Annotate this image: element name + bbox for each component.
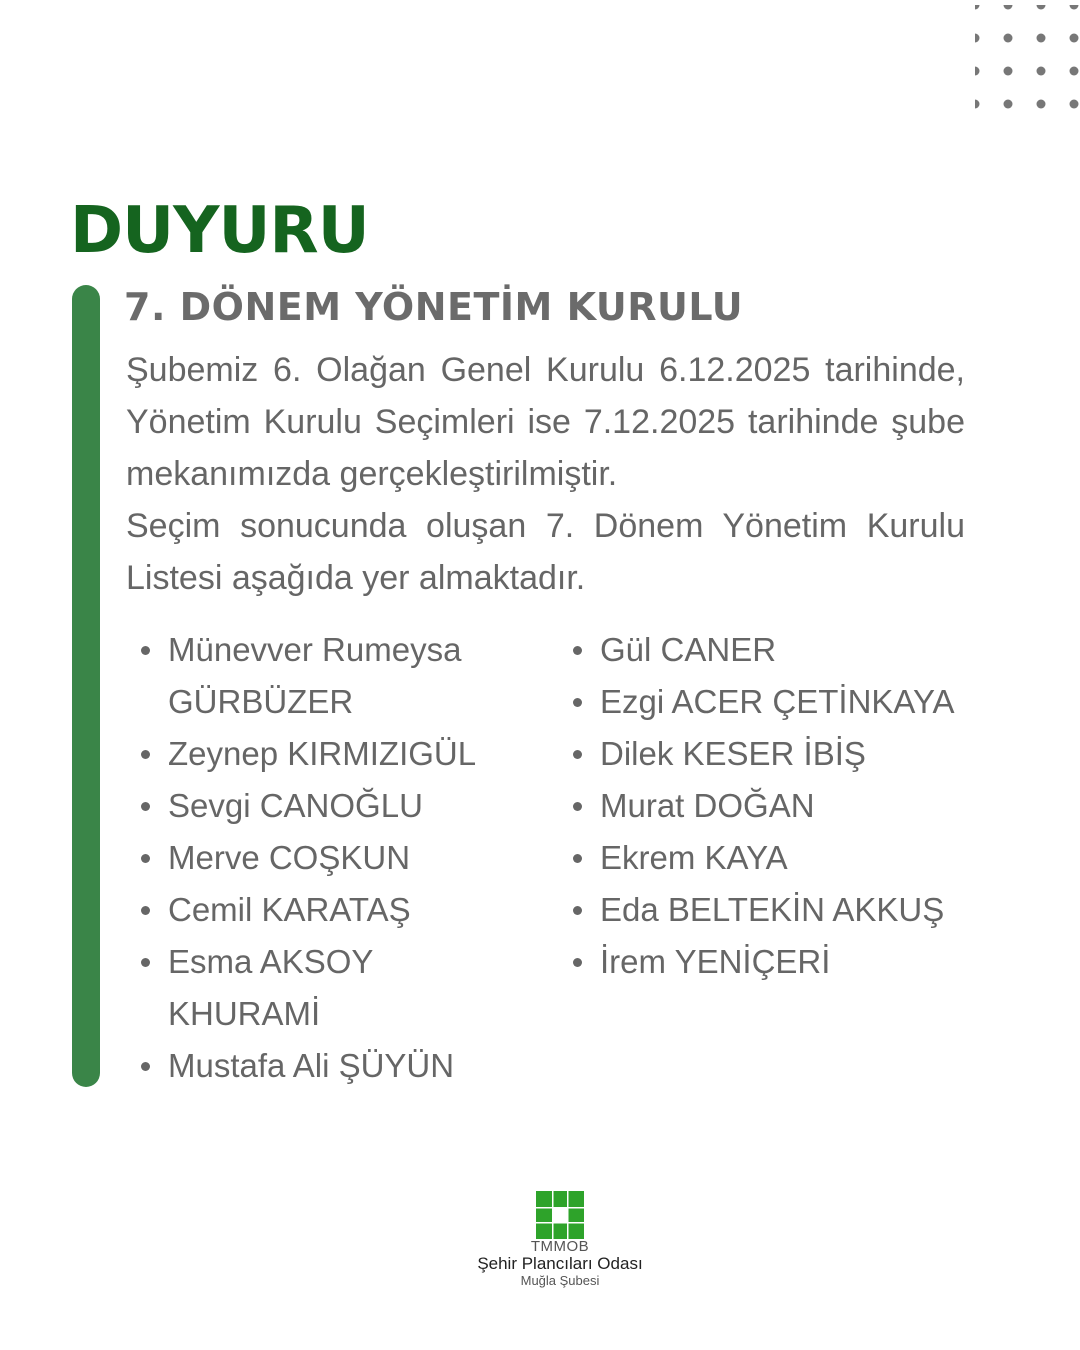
member-name: Murat DOĞAN [600, 787, 815, 824]
logo-org: TMMOB [530, 1238, 590, 1255]
member-name: Sevgi CANOĞLU [168, 787, 423, 824]
logo-branch: Muğla Şubesi [520, 1273, 600, 1288]
list-item [568, 884, 1028, 936]
member-name: Zeynep KIRMIZIGÜL [168, 735, 477, 772]
list-item [136, 780, 516, 832]
bullet-icon [573, 802, 582, 811]
bullet-icon [141, 1062, 150, 1071]
list-item [568, 728, 1028, 780]
page-title: DUYURU [70, 194, 369, 268]
bullet-icon [573, 906, 582, 915]
list-item [136, 624, 516, 728]
list-item [568, 624, 1028, 676]
list-item [136, 1040, 516, 1092]
member-name: Mustafa Ali ŞÜYÜN [168, 1047, 455, 1084]
bullet-icon [141, 750, 150, 759]
section-title: 7. DÖNEM YÖNETİM KURULU [124, 285, 744, 329]
list-item [568, 676, 1028, 728]
bullet-icon [141, 958, 150, 967]
accent-bar [72, 285, 100, 1087]
member-name: Cemil KARATAŞ [168, 891, 411, 928]
announcement-body [126, 344, 965, 604]
member-name: Eda BELTEKİN AKKUŞ [600, 891, 945, 928]
list-item [568, 780, 1028, 832]
bullet-icon [573, 646, 582, 655]
member-name: Münevver Rumeysa GÜRBÜZER [168, 631, 462, 720]
member-list-left [136, 624, 516, 1092]
bullet-icon [573, 750, 582, 759]
bullet-icon [573, 958, 582, 967]
logo-mark-icon [536, 1191, 584, 1239]
bullet-icon [141, 906, 150, 915]
organization-logo [470, 1188, 650, 1298]
list-item [568, 936, 1028, 988]
announcement-paragraph: Şubemiz 6. Olağan Genel Kurulu 6.12.2025 tarihinde, Yönetim Kurulu Seçimleri ise 7.12.2025 tarihinde şube mekanımızda gerçekleştirilmiştir. [126, 351, 965, 493]
bullet-icon [141, 802, 150, 811]
member-name: İrem YENİÇERİ [600, 943, 831, 980]
member-list-right [568, 624, 1028, 988]
member-name: Gül CANER [600, 631, 777, 668]
member-name: Esma AKSOY KHURAMİ [168, 943, 373, 1032]
member-name: Merve COŞKUN [168, 839, 411, 876]
logo-name: Şehir Plancıları Odası [477, 1254, 643, 1273]
bullet-icon [141, 854, 150, 863]
bullet-icon [573, 698, 582, 707]
list-item [136, 936, 516, 1040]
list-item [568, 832, 1028, 884]
list-item [136, 728, 516, 780]
list-item [136, 832, 516, 884]
member-name: Ekrem KAYA [600, 839, 788, 876]
list-item [136, 884, 516, 936]
announcement-paragraph: Seçim sonucunda oluşan 7. Dönem Yönetim Kurulu Listesi aşağıda yer almaktadır. [126, 507, 965, 597]
decorative-dot-grid [975, 5, 1080, 110]
member-name: Dilek KESER İBİŞ [600, 735, 866, 772]
bullet-icon [141, 646, 150, 655]
member-name: Ezgi ACER ÇETİNKAYA [600, 683, 955, 720]
bullet-icon [573, 854, 582, 863]
